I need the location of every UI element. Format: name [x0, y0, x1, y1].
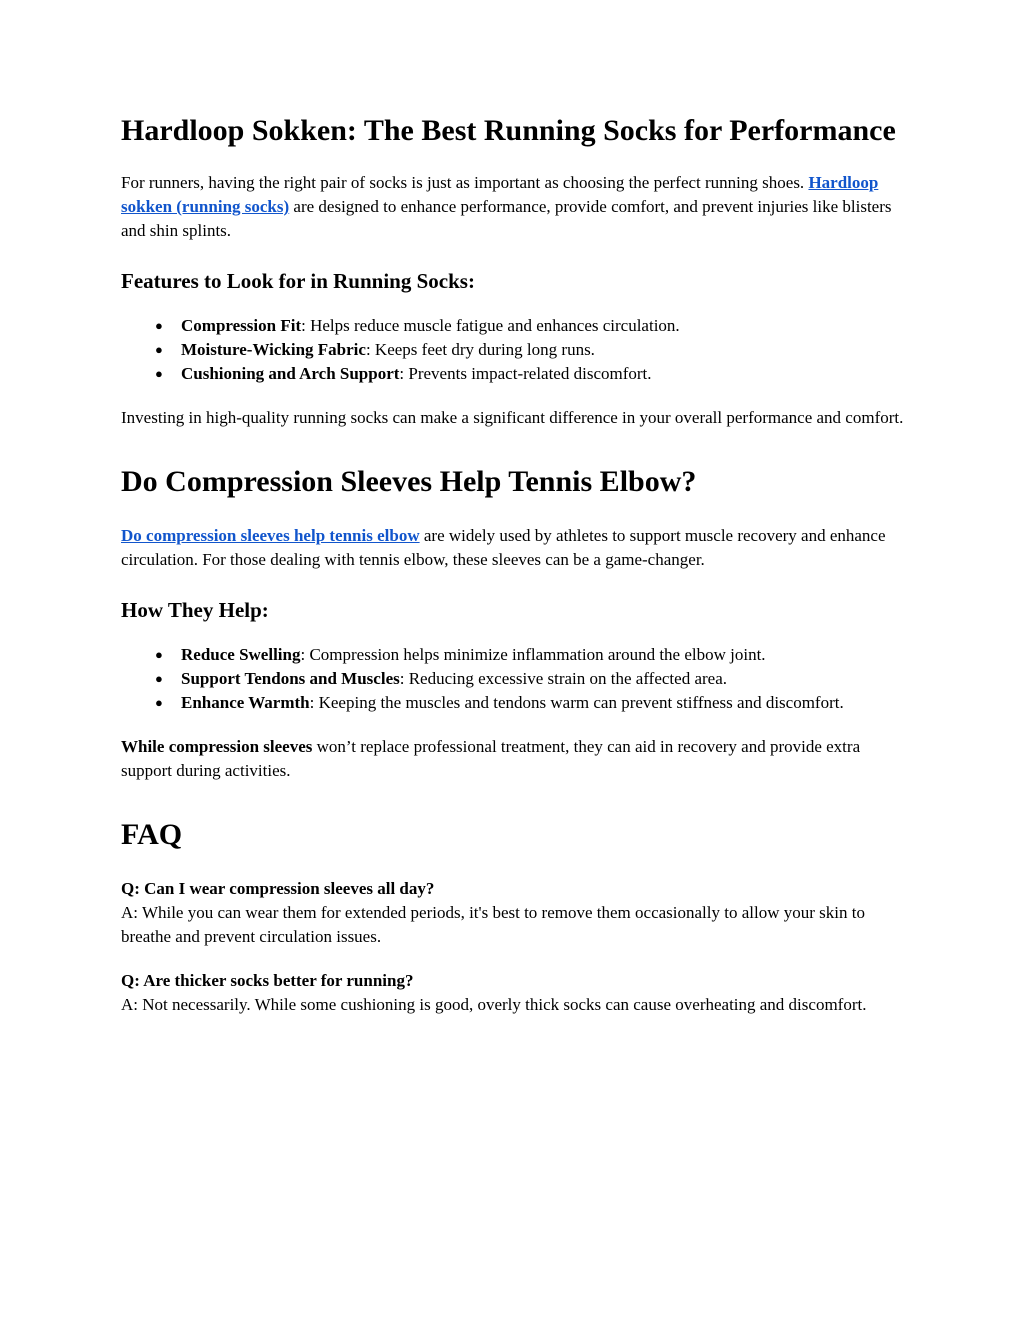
- list-item: [121, 338, 906, 362]
- help-text: : Compression helps minimize inflammation around the elbow joint.: [300, 645, 766, 664]
- running-socks-link[interactable]: Hardloop sokken (running socks): [121, 173, 879, 216]
- compression-conclusion: [121, 735, 906, 783]
- bullet-icon: ●: [155, 695, 163, 710]
- features-list: [121, 314, 906, 386]
- help-text: : Reducing excessive strain on the affected area.: [399, 669, 728, 688]
- list-item: [121, 362, 906, 386]
- list-item: [121, 643, 906, 667]
- how-they-help-heading: How They Help:: [121, 598, 269, 622]
- faq-answer: A: Not necessarily. While some cushioning is good, overly thick socks can cause overheating and discomfort.: [121, 995, 867, 1014]
- features-conclusion: Investing in high-quality running socks can make a significant difference in your overall performance and comfort.: [121, 408, 904, 427]
- feature-bold: Compression Fit: [181, 316, 302, 335]
- intro-text-after: are designed to enhance performance, provide comfort, and prevent injuries like blisters and shin splints.: [121, 197, 892, 240]
- list-item: [121, 667, 906, 691]
- bullet-icon: ●: [155, 342, 163, 357]
- conclusion-text: won’t replace professional treatment, they can aid in recovery and provide extra support during activities.: [121, 737, 861, 780]
- faq-item: [121, 877, 906, 949]
- features-heading: Features to Look for in Running Socks:: [121, 269, 475, 293]
- conclusion-bold: While compression sleeves: [121, 737, 313, 756]
- page-title: Hardloop Sokken: The Best Running Socks for Performance: [121, 114, 896, 147]
- list-item: [121, 691, 906, 715]
- feature-text: : Prevents impact-related discomfort.: [399, 364, 652, 383]
- bullet-icon: ●: [155, 647, 163, 662]
- faq-item: [121, 969, 906, 1017]
- faq-question: Q: Can I wear compression sleeves all day?: [121, 879, 435, 898]
- bullet-icon: ●: [155, 366, 163, 381]
- compression-heading: Do Compression Sleeves Help Tennis Elbow?: [121, 465, 697, 498]
- feature-text: : Keeps feet dry during long runs.: [365, 340, 595, 359]
- compression-paragraph: [121, 524, 906, 572]
- bullet-icon: ●: [155, 318, 163, 333]
- compression-sleeves-link[interactable]: Do compression sleeves help tennis elbow: [121, 526, 420, 545]
- list-item: [121, 314, 906, 338]
- feature-bold: Moisture-Wicking Fabric: [181, 340, 366, 359]
- feature-text: : Helps reduce muscle fatigue and enhances circulation.: [301, 316, 680, 335]
- compression-text-after: are widely used by athletes to support muscle recovery and enhance circulation. For those dealing with tennis elbow, these sleeves can be a game-changer.: [121, 526, 886, 569]
- bullet-icon: ●: [155, 671, 163, 686]
- help-bold: Support Tendons and Muscles: [181, 669, 400, 688]
- intro-text-before: For runners, having the right pair of socks is just as important as choosing the perfect running shoes.: [121, 173, 809, 192]
- faq-answer: A: While you can wear them for extended periods, it's best to remove them occasionally to allow your skin to breathe and prevent circulation issues.: [121, 903, 865, 946]
- faq-heading: FAQ: [121, 818, 183, 851]
- feature-bold: Cushioning and Arch Support: [181, 364, 400, 383]
- help-bold: Enhance Warmth: [181, 693, 310, 712]
- document-page: [121, 112, 906, 1017]
- help-text: : Keeping the muscles and tendons warm can prevent stiffness and discomfort.: [309, 693, 844, 712]
- help-list: [121, 643, 906, 715]
- intro-paragraph: [121, 171, 906, 243]
- faq-question: Q: Are thicker socks better for running?: [121, 971, 414, 990]
- help-bold: Reduce Swelling: [181, 645, 301, 664]
